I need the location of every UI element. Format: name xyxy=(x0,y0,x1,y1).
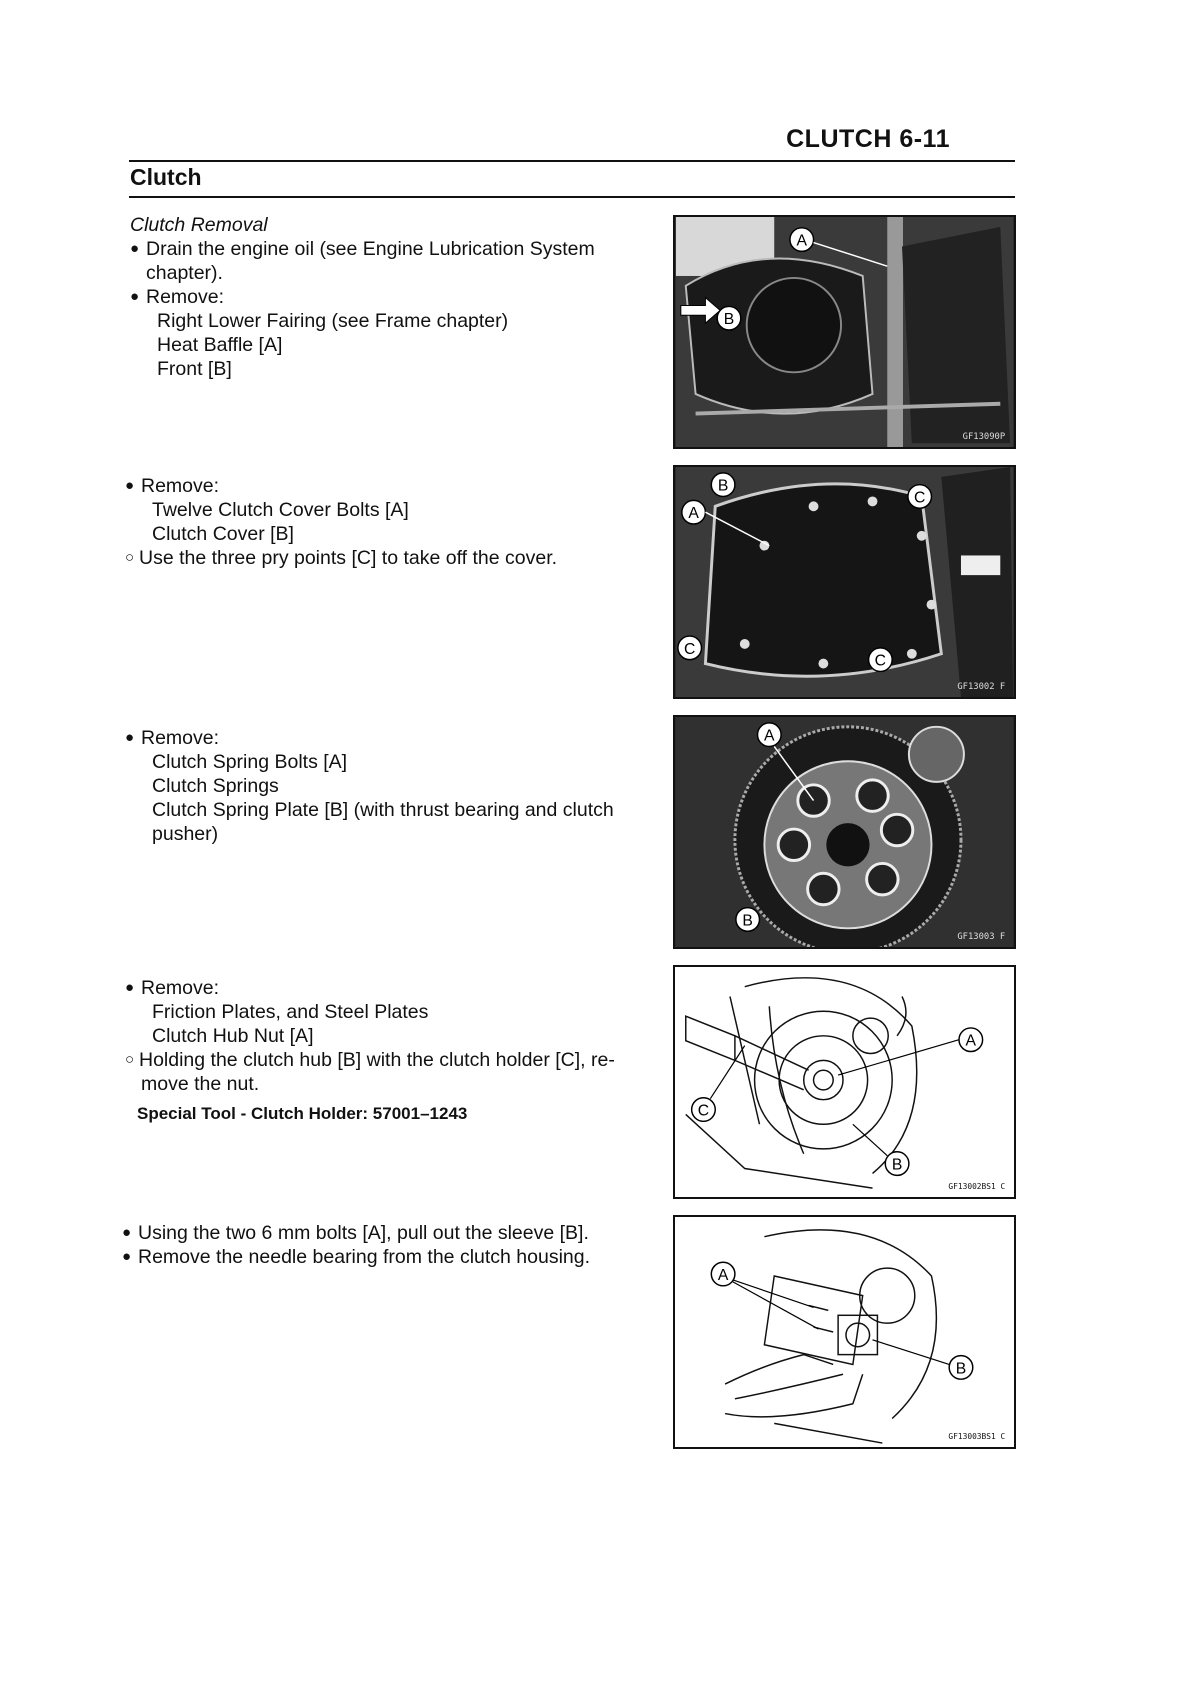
special-tool: Special Tool - Clutch Holder: 57001–1243 xyxy=(137,1104,468,1123)
figure-caption: GF13003 F xyxy=(957,932,1006,943)
line-drawing xyxy=(675,1217,1014,1447)
engine-photo xyxy=(675,217,1014,447)
list-item: Heat Baffle [A] xyxy=(157,334,283,356)
step-clutch-removal xyxy=(130,213,660,381)
callout-label: B xyxy=(891,1156,903,1174)
callout-label: C xyxy=(874,652,887,670)
figure-clutch-cover-photo xyxy=(673,465,1016,699)
callout-label: A xyxy=(796,232,807,250)
callout-label: B xyxy=(742,912,753,930)
figure-caption: GF13090P xyxy=(962,432,1006,443)
note-clutch-holder: ○ Holding the clutch hub [B] with the clutch holder [C], re- xyxy=(125,1048,665,1072)
callout-label: A xyxy=(965,1032,977,1050)
bullet-remove: ● Remove: xyxy=(125,474,665,498)
list-item: Friction Plates, and Steel Plates xyxy=(152,1001,429,1023)
callout-label: C xyxy=(914,489,926,507)
callout-label: C xyxy=(697,1102,710,1120)
bullet-remove: ● Remove: xyxy=(125,976,665,1000)
list-item: Right Lower Fairing (see Frame chapter) xyxy=(157,310,509,332)
figure-sleeve-drawing xyxy=(673,1215,1016,1449)
list-item: Twelve Clutch Cover Bolts [A] xyxy=(152,499,409,521)
bullet-pull-sleeve: ● Using the two 6 mm bolts [A], pull out the sleeve [B]. xyxy=(122,1221,682,1245)
step-remove-cover xyxy=(125,474,665,570)
note-clutch-holder-cont: move the nut. xyxy=(141,1073,260,1095)
bullet-drain-oil-cont: chapter). xyxy=(146,262,223,284)
figure-caption: GF13002BS1 C xyxy=(948,1182,1006,1192)
list-item: Clutch Hub Nut [A] xyxy=(152,1025,314,1047)
figure-clutch-springs-photo xyxy=(673,715,1016,949)
callout-label: B xyxy=(723,311,735,329)
list-item: Front [B] xyxy=(157,358,232,380)
bullet-drain-oil: ● Drain the engine oil (see Engine Lubrication System xyxy=(130,237,660,261)
list-item: pusher) xyxy=(152,823,219,845)
callout-label: A xyxy=(764,727,775,745)
figure-clutch-holder-drawing xyxy=(673,965,1016,1199)
subheading: Clutch Removal xyxy=(130,214,268,236)
step-remove-plates xyxy=(125,976,665,1126)
engine-photo xyxy=(675,467,1014,697)
figure-caption: GF13003BS1 C xyxy=(948,1432,1006,1442)
figure-heat-baffle-photo xyxy=(673,215,1016,449)
list-item: Clutch Springs xyxy=(152,775,279,797)
bullet-needle-bearing: ● Remove the needle bearing from the clutch housing. xyxy=(122,1245,682,1269)
callout-label: C xyxy=(684,640,696,658)
callout-label: B xyxy=(717,477,729,495)
figure-caption: GF13002 F xyxy=(957,682,1006,693)
engine-photo xyxy=(675,717,1014,947)
section-title: Clutch xyxy=(130,164,202,190)
section-rule xyxy=(129,196,1015,198)
step-remove-springs xyxy=(125,726,665,846)
step-remove-sleeve xyxy=(122,1221,682,1269)
bullet-remove: ● Remove: xyxy=(130,285,660,309)
list-item: Clutch Spring Plate [B] (with thrust bearing and clutch xyxy=(152,799,614,821)
list-item: Clutch Spring Bolts [A] xyxy=(152,751,348,773)
bullet-remove: ● Remove: xyxy=(125,726,665,750)
callout-label: A xyxy=(688,505,699,523)
callout-label: B xyxy=(955,1360,967,1378)
list-item: Clutch Cover [B] xyxy=(152,523,294,545)
page-header: CLUTCH 6-11 xyxy=(786,125,950,153)
header-rule xyxy=(129,160,1015,162)
callout-label: A xyxy=(717,1266,729,1284)
line-drawing xyxy=(675,967,1014,1197)
note-pry-points: ○ Use the three pry points [C] to take off the cover. xyxy=(125,546,665,570)
